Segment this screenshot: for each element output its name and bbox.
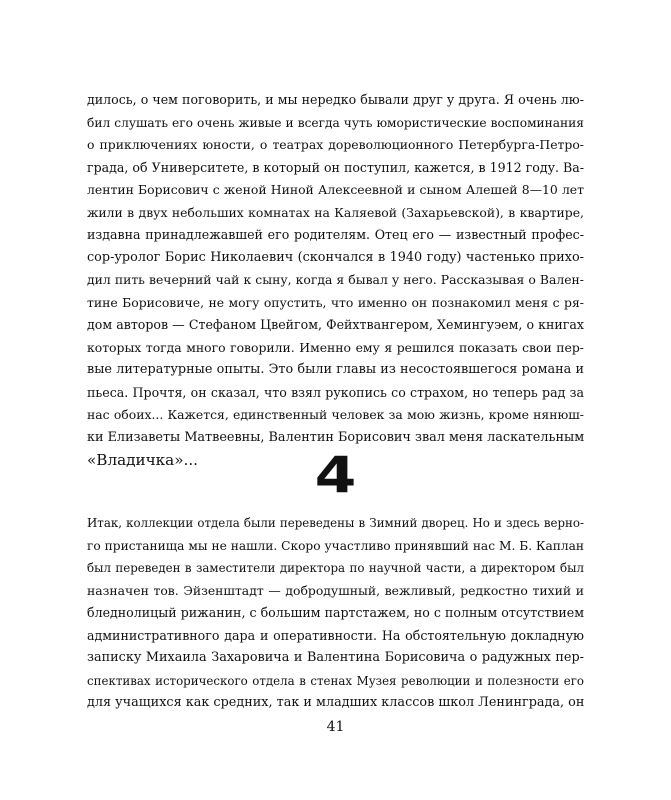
chapter-number: 4 [314, 446, 357, 504]
page-number: 41 [326, 719, 345, 735]
text-line: лентин Борисович с женой Ниной Алексеевной и сыном Алешей 8—10 лет [87, 182, 584, 197]
text-line: нас обоих... Кажется, единственный человек за мою жизнь, кроме нянюш- [87, 407, 584, 422]
text-line: го пристанища мы не нашли. Скоро участливо принявший нас М. Б. Каплан [87, 538, 584, 553]
text-line: записку Михаила Захаровича и Валентина Борисовича о радужных пер- [87, 650, 584, 665]
text-line: административного дара и оперативности. На обстоятельную докладную [87, 627, 584, 643]
text-line: вые литературные опыты. Это были главы из несостоявшегося романа и [87, 362, 584, 377]
text-line: града, об Университете, в который он поступил, кажется, в 1912 году. Ва- [87, 159, 584, 175]
text-line: «Владичка»... [87, 451, 198, 469]
text-block-top [87, 89, 584, 472]
text-line: тине Борисовиче, не могу опустить, что именно он познакомил меня с ря- [87, 294, 584, 310]
text-line: был переведен в заместители директора по научной части, а директором был [87, 561, 584, 575]
text-line: спективах исторического отдела в стенах Музея революции и полезности его [87, 673, 584, 688]
text-line: сор-уролог Борис Николаевич (скончался в 1940 году) частенько прихо- [87, 249, 584, 265]
text-block-bottom [87, 512, 584, 715]
text-line: пьеса. Прочтя, он сказал, что взял рукопись со страхом, но теперь рад за [87, 384, 584, 400]
text-line: назначен тов. Эйзенштадт — добродушный, вежливый, редкостно тихий и [87, 582, 584, 598]
text-line: издавна принадлежавшей его родителям. Отец его — известный профес- [87, 227, 584, 242]
text-line: для учащихся как средних, так и младших классов школ Ленинграда, он [87, 695, 584, 710]
text-line: бледнолицый рижанин, с большим партстажем, но с полным отсутствием [87, 605, 584, 620]
text-line: бил слушать его очень живые и всегда чуть юмористические воспоминания [87, 115, 584, 130]
text-line: дил пить вечерний чай к сыну, когда я бывал у него. Рассказывая о Вален- [87, 272, 584, 287]
text-line: дилось, о чем поговорить, и мы нередко бывали друг у друга. Я очень лю- [87, 92, 584, 107]
text-line: Итак, коллекции отдела были переведены в Зимний дворец. Но и здесь верно- [87, 516, 584, 530]
text-line: дом авторов — Стефаном Цвейгом, Фейхтвангером, Хемингуэем, о книгах [87, 317, 584, 332]
text-line: ки Елизаветы Матвеевны, Валентин Борисович звал меня ласкательным [87, 429, 584, 445]
text-line: которых тогда много говорили. Именно ему я решился показать свои пер- [87, 339, 584, 355]
text-line: жили в двух небольших комнатах на Каляевой (Захарьевской), в квартире, [87, 204, 584, 220]
text-line: о приключениях юности, о театрах дореволюционного Петербурга-Петро- [87, 137, 584, 152]
